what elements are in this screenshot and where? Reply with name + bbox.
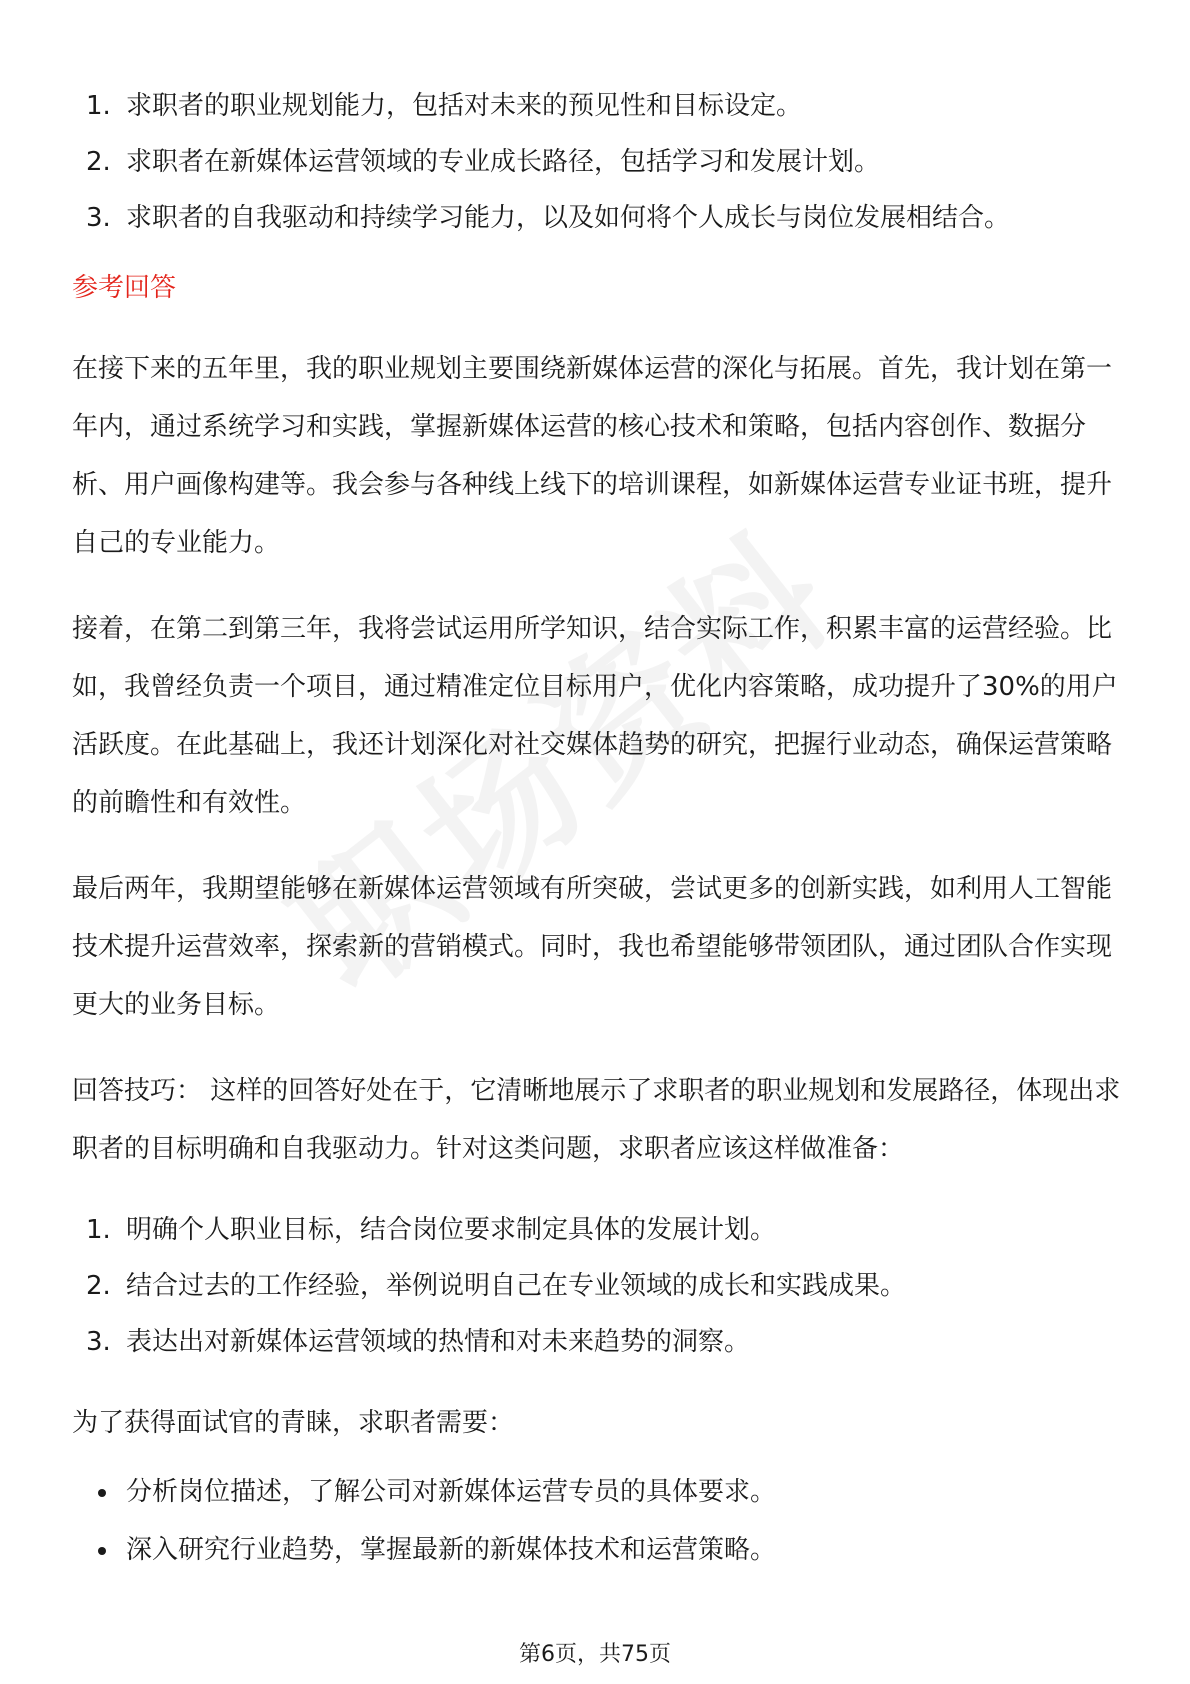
list-text: 求职者的自我驱动和持续学习能力，以及如何将个人成长与岗位发展相结合。	[126, 203, 1011, 233]
list-item	[72, 1268, 1122, 1324]
page-footer: 第6页，共75页	[519, 1642, 671, 1667]
answer-paragraph: 最后两年，我期望能够在新媒体运营领域有所突破，尝试更多的创新实践，如利用人工智能技术提升运营效率，探索新的营销模式。同时，我也希望能够带领团队，通过团队合作实现更大的业务目标。	[72, 874, 1113, 1020]
bullet-item	[72, 1474, 1122, 1532]
answer-paragraph: 在接下来的五年里，我的职业规划主要围绕新媒体运营的深化与拓展。首先，我计划在第一年内，通过系统学习和实践，掌握新媒体运营的核心技术和策略，包括内容创作、数据分析、用户画像构建等。我会参与各种线上线下的培训课程，如新媒体运营专业证书班，提升自己的专业能力。	[72, 354, 1113, 558]
list-text: 表达出对新媒体运营领域的热情和对未来趋势的洞察。	[126, 1327, 751, 1357]
list-number: 1.	[86, 1215, 111, 1245]
list-text: 求职者的职业规划能力，包括对未来的预见性和目标设定。	[126, 91, 803, 121]
question-points-list	[72, 88, 1122, 256]
requirements-bullet-list	[72, 1474, 1122, 1590]
reference-answer-heading: 参考回答	[72, 273, 177, 303]
list-item	[72, 88, 1122, 144]
list-item	[72, 1324, 1122, 1380]
list-item	[72, 200, 1122, 256]
list-number: 3.	[86, 203, 111, 233]
list-number: 1.	[86, 91, 111, 121]
preparation-tips-list	[72, 1212, 1122, 1380]
list-text: 求职者在新媒体运营领域的专业成长路径，包括学习和发展计划。	[126, 147, 881, 177]
bullet-text: 分析岗位描述，了解公司对新媒体运营专员的具体要求。	[126, 1477, 777, 1507]
bullet-dot-icon	[98, 1547, 106, 1555]
list-item	[72, 1212, 1122, 1268]
bullet-item	[72, 1532, 1122, 1590]
list-number: 2.	[86, 147, 111, 177]
list-number: 3.	[86, 1327, 111, 1357]
bullet-text: 深入研究行业趋势，掌握最新的新媒体技术和运营策略。	[126, 1535, 777, 1565]
list-number: 2.	[86, 1271, 111, 1301]
answer-paragraph: 接着，在第二到第三年，我将尝试运用所学知识，结合实际工作，积累丰富的运营经验。比如，我曾经负责一个项目，通过精准定位目标用户，优化内容策略，成功提升了30%的用户活跃度。在此基础上，我还计划深化对社交媒体趋势的研究，把握行业动态，确保运营策略的前瞻性和有效性。	[72, 614, 1118, 818]
list-text: 明确个人职业目标，结合岗位要求制定具体的发展计划。	[126, 1215, 777, 1245]
list-text: 结合过去的工作经验，举例说明自己在专业领域的成长和实践成果。	[126, 1271, 907, 1301]
bullet-dot-icon	[98, 1489, 106, 1497]
closing-intro: 为了获得面试官的青睐，求职者需要：	[72, 1408, 515, 1438]
list-item	[72, 144, 1122, 200]
document-body	[72, 88, 1122, 1590]
tips-paragraph: 回答技巧： 这样的回答好处在于，它清晰地展示了求职者的职业规划和发展路径，体现出求职者的目标明确和自我驱动力。针对这类问题，求职者应该这样做准备：	[72, 1076, 1121, 1164]
